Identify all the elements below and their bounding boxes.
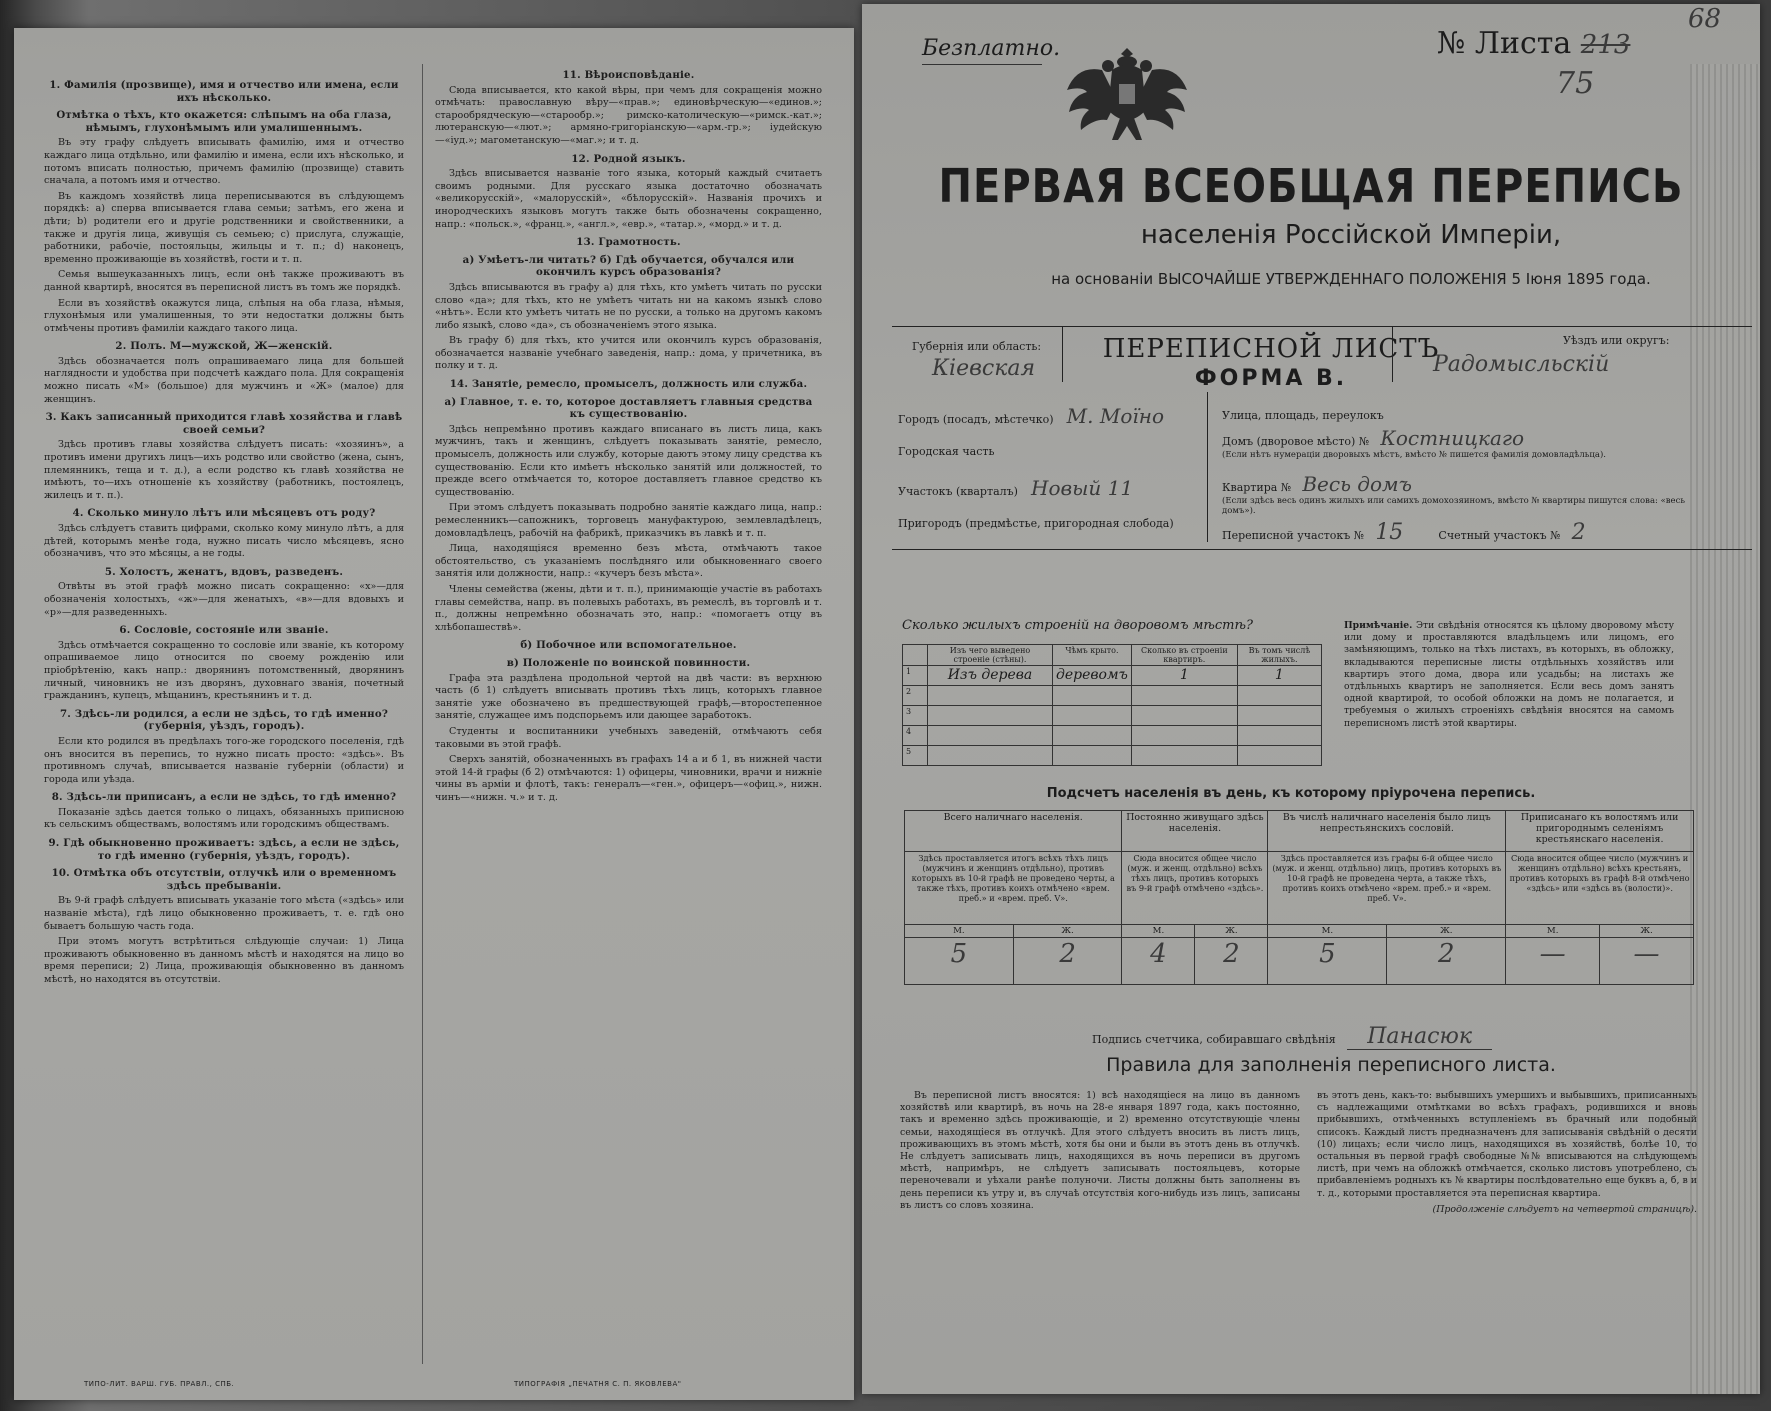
- residential-cell: [1237, 746, 1321, 766]
- address-field: [898, 404, 1188, 440]
- instruction-heading: 11. Вѣроисповѣданіе.: [562, 69, 695, 81]
- note-title: Примѣчаніе.: [1344, 620, 1413, 631]
- instruction-paragraph: Здѣсь вписываются въ графу а) для тѣхъ, кто умѣетъ читать по русски слово «да»; для тѣхъ, кто не умѣетъ читать ни на какомъ языкѣ слово «нѣтъ». Если кто умѣетъ читать не по русски, а только на другомъ какомъ либо языкѣ, слово «да», съ обозначеніемъ этого языка.: [435, 281, 822, 331]
- male-count: 5: [1268, 938, 1387, 985]
- male-label: М.: [905, 925, 1014, 938]
- instruction-paragraph: Въ графу б) для тѣхъ, кто учится или окончилъ курсъ образованія, обозначается названіе учебнаго заведенія, напр.: дома, у причетника, въ полку и т. д.: [435, 335, 822, 372]
- male-count: 5: [905, 938, 1014, 985]
- section-rule: [892, 549, 1752, 550]
- count-column-description: Сюда вносится общее число (мужчинъ и женщинъ отдѣльно) всѣхъ крестьянъ, противъ которыхъ въ графѣ 8-й отмѣчено «здѣсь» или «здѣсь въ (волости)».: [1506, 852, 1694, 925]
- instruction-paragraph: Если кто родился въ предѣлахъ того-же городского поселенія, гдѣ онъ вносится въ перепись, то нужно писать просто: «здѣсь». Въ противномъ случаѣ, вписывается названіе губерніи (области) и города или уѣзда.: [44, 735, 404, 785]
- free-label: Безплатно.: [922, 36, 1061, 61]
- female-label: Ж.: [1013, 925, 1122, 938]
- instruction-paragraph: Здѣсь отмѣчается сокращенно то сословіе или званіе, къ которому опрашиваемое лицо относится по своему рожденію или пріобрѣтенію, какъ напр.: дворянинъ потомственный, дворянинъ личный, чиновникъ не изъ дворянъ, духовнаго званія, почетный гражданинъ, купецъ, мѣщанинъ, крестьянинъ и т. д.: [44, 639, 404, 702]
- count-table-sex-labels: [905, 925, 1694, 938]
- row-number: 2: [903, 686, 928, 706]
- instruction-heading: 6. Сословіе, состояніе или званіе.: [119, 624, 329, 637]
- address-field: [898, 512, 1188, 548]
- instruction-heading: 7. Здѣсь-ли родился, а если не здѣсь, то гдѣ именно? (губернія, уѣздъ, городъ).: [59, 707, 388, 733]
- count-district-label: Счетный участокъ №: [1438, 529, 1561, 542]
- female-count: 2: [1387, 938, 1506, 985]
- male-label: М.: [1506, 925, 1600, 938]
- instruction-paragraph: Здѣсь обозначается полъ опрашиваемаго лица для большей наглядности и удобства при подсчетѣ каждаго пола. Для сокращенія можно писать «М» (большое) для мужчинъ и «Ж» (малое) для женщинъ.: [44, 355, 404, 405]
- roof-cell: деревомъ: [1052, 666, 1131, 686]
- table-row: [903, 726, 1322, 746]
- form-title-2: ФОРМА В.: [1194, 366, 1348, 391]
- printer-footer-left: ТИПО-ЛИТ. ВАРШ. ГУБ. ПРАВЛ., СПБ.: [84, 1380, 235, 1388]
- instruction-heading: 8. Здѣсь-ли приписанъ, а если не здѣсь, то гдѣ именно?: [51, 791, 397, 804]
- instruction-paragraph: Показаніе здѣсь дается только о лицахъ, обязанныхъ приписною къ сельскимъ обществамъ, волостямъ или городскимъ обществамъ.: [44, 806, 404, 831]
- rules-right-text: въ этотъ день, какъ-то: выбывшихъ умершихъ и выбывшихъ, приписанныхъ съ надлежащими отмѣтками во всѣхъ графахъ, родившихся и вновь прибывшихъ, отмѣченныхъ вступленіемъ въ брачный или подобный списокъ. Каждый листъ предназначенъ для записыванія свѣдѣній о десяти (10) лицахъ; если число лицъ, находящихся въ хозяйствѣ, болѣе 10, то остальныя въ первой графѣ свободные №№ вписываются на слѣдующемъ листѣ, при чемъ на обложкѣ отмѣчается, сколько листовъ употреблено, съ прибавленіемъ родныхъ къ № квартиры послѣдовательно еще буквъ а, б, в и т. д., которыми проставляется эта переписная квартира.: [1317, 1090, 1697, 1199]
- female-count: 2: [1195, 938, 1268, 985]
- instructions-page: [14, 28, 854, 1400]
- buildings-table: [902, 644, 1322, 766]
- instruction-heading: 4. Сколько минуло лѣтъ или мѣсяцевъ отъ роду?: [72, 507, 376, 520]
- address-fields-left: [898, 404, 1188, 548]
- address-field: [898, 440, 1188, 476]
- instruction-heading: а) Главное, т. е. то, которое доставляетъ главныя средства къ существованію.: [444, 395, 813, 421]
- table-row: [903, 686, 1322, 706]
- note-block: [1344, 620, 1674, 730]
- field-value: Весь домъ: [1302, 472, 1412, 496]
- apartments-header: Сколько въ строеніи квартиръ.: [1131, 645, 1237, 666]
- field-note: (Если здѣсь весь одинъ жилыхъ или самихъ домохозяиномъ, вмѣсто № квартиры пишутся слова: «весь домъ»).: [1222, 496, 1685, 516]
- male-label: М.: [1268, 925, 1387, 938]
- instruction-paragraph: Графа эта раздѣлена продольной чертой на двѣ части: въ верхнюю часть (б 1) слѣдуетъ вписывать противъ тѣхъ лицъ, которыхъ главное занятіе уже обозначено въ предшествующей графѣ,—второстепенное занятіе, служащее имъ подспорьемъ или дающее заработокъ.: [435, 672, 822, 722]
- sheet-number-label: [1437, 26, 1630, 61]
- instruction-paragraph: Здѣсь противъ главы хозяйства слѣдуетъ писать: «хозяинъ», а противъ имени другихъ лицъ—ихъ родство или свойство (жена, сынъ, племянникъ, теща и т. д.), а если родство къ главѣ хозяйства не имѣютъ, то—ихъ отношеніе къ хозяйству (работникъ, постоялецъ, жилецъ и т. п.).: [44, 439, 404, 501]
- instruction-paragraph: Отвѣты въ этой графѣ можно писать сокращенно: «х»—для обозначенія холостыхъ, «ж»—для женатыхъ, «в»—для вдовыхъ и «р»—для разведенныхъ.: [44, 581, 404, 618]
- male-count: 4: [1122, 938, 1195, 985]
- count-district-value: 2: [1571, 520, 1586, 545]
- count-table-header: [905, 811, 1694, 852]
- instruction-paragraph: Сюда вписывается, кто какой вѣры, при чемъ для сокращенія можно отмѣчать: православную вѣру—«прав.»; единовѣрческую—«единов.»; старообрядческую—«старообр.»; римско-католическую—«римск.-кат.»; лютеранскую—«лют.»; армяно-григоріанскую—«арм.-гр.»; іудейскую—«іуд.»; магометанскую—«маг.»; и т. д.: [435, 84, 822, 146]
- field-label: Городская часть: [898, 445, 995, 458]
- instruction-paragraph: Здѣсь непремѣнно противъ каждаго вписанаго въ листъ лица, какъ мужчинъ, такъ и женщинъ, слѣдуетъ показывать занятіе, ремесло, промыселъ, должность или службу, которые даютъ этому лицу средства къ существованію. Если кто имѣетъ нѣсколько занятій или должностей, то прежде всего отмѣчается то, которое доставляетъ главное средство къ существованію.: [435, 423, 822, 498]
- instruction-heading: в) Положеніе по воинской повинности.: [506, 656, 751, 669]
- instruction-paragraph: Члены семейства (жены, дѣти и т. п.), принимающіе участіе въ работахъ главы семейства, напр. въ полевыхъ работахъ, въ ремеслѣ, въ торговлѣ и т. п., должны непремѣнно обозначать это, напр.: «помогаетъ отцу въ хлѣбопашествѣ».: [435, 583, 822, 633]
- roof-header: Чѣмъ крыто.: [1052, 645, 1131, 666]
- field-label: Пригородъ (предмѣстье, пригородная слобода): [898, 517, 1174, 530]
- instruction-paragraph: Въ эту графу слѣдуетъ вписывать фамилію, имя и отчество каждаго лица отдѣльно, или фамилію и имена, если ихъ нѣсколько, и потомъ вписать полностью, причемъ фамилію (прозвище) ставить сначала, а потомъ имя и отчество.: [44, 137, 404, 187]
- rules-column-right: [1317, 1090, 1697, 1380]
- corner-page-number: 68: [1688, 4, 1722, 34]
- signature-value: Панасюк: [1347, 1024, 1492, 1050]
- signature-line: [1092, 1024, 1492, 1049]
- residential-header: Въ томъ числѣ жилыхъ.: [1237, 645, 1321, 666]
- field-label: Участокъ (кварталъ): [898, 485, 1018, 498]
- residential-cell: 1: [1237, 666, 1321, 686]
- row-number: 5: [903, 746, 928, 766]
- instruction-heading: 14. Занятіе, ремесло, промыселъ, должность или служба.: [449, 378, 808, 391]
- instruction-paragraph: Въ 9-й графѣ слѣдуетъ вписывать указаніе того мѣста («здѣсь» или названіе мѣста), гдѣ лицо обыкновенно проживаетъ, т. е. гдѣ оно бываетъ большую часть года.: [44, 895, 404, 932]
- instruction-heading: б) Побочное или вспомогательное.: [520, 639, 737, 652]
- count-table-values: [905, 938, 1694, 985]
- sheet-label: № Листа: [1437, 26, 1572, 61]
- census-district-label: Переписной участокъ №: [1222, 529, 1365, 542]
- apartments-cell: 1: [1131, 666, 1237, 686]
- rules-column-left: Въ переписной листъ вносятся: 1) всѣ находящіеся на лицо въ данномъ хозяйствѣ или квартирѣ, въ ночь на 28-е января 1897 года, какъ постоянно, такъ и временно здѣсь проживающіе, и 2) временно отсутствующіе члены семьи, находящіеся въ отлучкѣ. Для этого слѣдуетъ вносить въ листъ лицъ, проживающихъ въ этомъ мѣстѣ, хотя бы они и были въ этотъ день въ отлучкѣ. Не слѣдуетъ записывать лицъ, находящихся въ ночь переписи въ другомъ мѣстѣ, напримѣръ, не слѣдуетъ записывать постояльцевъ, которые переночевали и уѣхали ранѣе полуночи. Листы должны быть заполнены въ день переписи къ утру и, въ случаѣ отсутствія кого-нибудь изъ лицъ, записаны въ листъ со словъ хозяина.: [900, 1090, 1300, 1211]
- address-field: [1222, 404, 1702, 426]
- census-form-page: [862, 4, 1760, 1394]
- count-column-description: Здѣсь проставляется изъ графы 6-й общее число (муж. и женщ. отдѣльно) лицъ, противъ которыхъ въ 10-й графѣ не проведена черта, а также тѣхъ, противъ коихъ отмѣчено «врем. преб.» и «врем. преб. V».: [1268, 852, 1506, 925]
- census-district-field: [1222, 520, 1702, 544]
- instruction-paragraph: Лица, находящіяся временно безъ мѣста, отмѣчаютъ такое обстоятельство, съ указаніемъ послѣдняго или обыкновеннаго своего занятія или должности, напр.: «кучеръ безъ мѣста».: [435, 543, 822, 580]
- stacked-pages-edge: [1690, 64, 1760, 1394]
- sheet-number-handwritten-2: 75: [1556, 66, 1595, 101]
- buildings-question: Сколько жилыхъ строеній на дворовомъ мѣстѣ?: [902, 618, 1253, 633]
- field-label: Домъ (дворовое мѣсто) №: [1222, 435, 1370, 448]
- residential-cell: [1237, 686, 1321, 706]
- field-label: Квартира №: [1222, 481, 1292, 494]
- male-label: М.: [1122, 925, 1195, 938]
- instruction-heading: 2. Полъ. М—мужской, Ж—женскій.: [115, 340, 333, 353]
- table-row: [903, 706, 1322, 726]
- instruction-paragraph: Сверхъ занятій, обозначенныхъ въ графахъ 14 а и б 1, въ нижней части этой 14-й графы (б 2) отмѣчаются: 1) офицеры, чиновники, врачи и нижніе чины въ армiи и флотѣ, такъ: генералъ—«ген.», офицеръ—«офиц.», нижн. чинъ—«нижн. ч.» и т. д.: [435, 754, 822, 803]
- buildings-table-body: [903, 666, 1322, 766]
- instruction-paragraph: Семья вышеуказанныхъ лицъ, если онѣ также проживаютъ въ данной квартирѣ, вносятся въ переписной листъ въ томъ же порядкѣ.: [44, 269, 404, 293]
- material-cell: [928, 686, 1053, 706]
- apartments-cell: [1131, 726, 1237, 746]
- female-count: 2: [1013, 938, 1122, 985]
- female-label: Ж.: [1195, 925, 1268, 938]
- female-label: Ж.: [1600, 925, 1694, 938]
- roof-cell: [1052, 726, 1131, 746]
- row-number-header: [903, 645, 928, 666]
- material-cell: [928, 726, 1053, 746]
- instruction-paragraph: При этомъ могутъ встрѣтиться слѣдующіе случаи: 1) Лица проживаютъ обыкновенно въ данномъ мѣстѣ и находятся на лицо во время переписи; 2) Лица, проживающія обыкновенно въ данномъ мѣстѣ, но находятся въ отсутствіи.: [44, 936, 404, 985]
- census-basis-line: на основаніи ВЫСОЧАЙШЕ УТВЕРЖДЕННАГО ПОЛОЖЕНІЯ 5 Іюня 1895 года.: [1051, 270, 1651, 288]
- instruction-paragraph: Студенты и воспитанники учебныхъ заведеній, отмѣчаютъ себя таковыми въ этой графѣ.: [435, 725, 822, 750]
- material-cell: [928, 706, 1053, 726]
- instruction-heading: а) Умѣетъ-ли читать? б) Гдѣ обучается, обучался или окончилъ курсъ образованія?: [462, 253, 795, 279]
- table-row: [903, 746, 1322, 766]
- form-title-1: ПЕРЕПИСНОЙ ЛИСТЪ: [1102, 334, 1440, 364]
- instruction-heading: 13. Грамотность.: [576, 236, 681, 249]
- instructions-column-1: [44, 74, 404, 1364]
- count-column-header: Въ числѣ наличнаго населенія было лицъ непрестьянскихъ сословій.: [1268, 811, 1506, 852]
- field-label: Улица, площадь, переулокъ: [1222, 409, 1384, 422]
- instruction-paragraph: Въ каждомъ хозяйствѣ лица переписываются въ слѣдующемъ порядкѣ: а) сперва вписывается глава семьи; затѣмъ, его жена и дѣти; b) родители его и другіе родственники и свойственники, а также и другія лица, живущія съ семьею; с) прислуга, служащіе, работники, рабочіе, постояльцы, жильцы и т. п.; d) наконецъ, временно проживающіе въ хозяйствѣ, гости и т. п.: [44, 190, 404, 265]
- address-field: [1222, 426, 1702, 472]
- printer-footer-right: ТИПОГРАФІЯ „ПЕЧАТНЯ С. П. ЯКОВЛЕВА": [514, 1380, 682, 1388]
- district-value: Радомысльскій: [1433, 352, 1610, 377]
- row-number: 1: [903, 666, 928, 686]
- apartments-cell: [1131, 686, 1237, 706]
- apartments-cell: [1131, 706, 1237, 726]
- count-column-header: Постоянно живущаго здѣсь населенія.: [1122, 811, 1268, 852]
- count-column-description: Здѣсь проставляется итогъ всѣхъ тѣхъ лицъ (мужчинъ и женщинъ отдѣльно), противъ которыхъ въ 10-й графѣ не проведено черты, а также тѣхъ, противъ коихъ отмѣчено «врем. преб.» и «врем. преб. V».: [905, 852, 1122, 925]
- table-row: [903, 666, 1322, 686]
- row-number: 4: [903, 726, 928, 746]
- residential-cell: [1237, 726, 1321, 746]
- sheet-number-handwritten: 213: [1580, 30, 1631, 60]
- field-note: (Если нѣтъ нумераціи дворовыхъ мѣстъ, вмѣсто № пишется фамилія домовладѣльца).: [1222, 450, 1606, 460]
- imperial-eagle-emblem: [1062, 40, 1192, 150]
- instruction-heading: 3. Какъ записанный приходится главѣ хозяйства и главѣ своей семьи?: [45, 411, 403, 436]
- district-box: [1392, 326, 1713, 382]
- instruction-paragraph: При этомъ слѣдуетъ показывать подробно занятіе каждаго лица, напр.: ремесленникъ—сапожникъ, торговецъ мануфактурою, землевладѣлецъ, домовладѣлецъ, рабочій на фабрикѣ, приказчикъ въ лавкѣ и т. п.: [435, 502, 822, 539]
- census-district-value: 15: [1375, 520, 1404, 545]
- population-count-title: Подсчетъ населенія въ день, къ которому пріурочена перепись.: [1046, 786, 1536, 801]
- address-field: [1222, 472, 1702, 520]
- roof-cell: [1052, 686, 1131, 706]
- field-value: Новый 11: [1031, 476, 1134, 500]
- signature-label: Подпись счетчика, собиравшаго свѣдѣнія: [1092, 1033, 1336, 1046]
- count-column-description: Сюда вносится общее число (муж. и женщ. отдѣльно) всѣхъ тѣхъ лицъ, противъ которыхъ въ 9-й графѣ отмѣчено «здѣсь».: [1122, 852, 1268, 925]
- material-cell: [928, 746, 1053, 766]
- instructions-column-2: [422, 64, 822, 1364]
- count-column-header: Всего наличнаго населенія.: [905, 811, 1122, 852]
- census-main-title: ПЕРВАЯ ВСЕОБЩАЯ ПЕРЕПИСЬ: [938, 160, 1684, 214]
- female-count: —: [1600, 938, 1694, 985]
- address-fields-right: [1222, 404, 1702, 544]
- count-column-header: Приписанаго къ волостямъ или пригороднымъ селеніямъ крестьянскаго населенія.: [1506, 811, 1694, 852]
- census-subtitle: населенія Россійской Имперіи,: [1140, 220, 1562, 250]
- instruction-paragraph: Здѣсь слѣдуетъ ставить цифрами, сколько кому минуло лѣтъ, а для дѣтей, которымъ менѣе года, нужно писать число мѣсяцевъ, ясно обозначивъ, что это мѣсяцы, а не годы.: [44, 523, 404, 560]
- note-text: Эти свѣдѣнія относятся къ цѣлому дворовому мѣсту или дому и проставляются владѣльцемъ или лицомъ, его замѣняющимъ, только на тѣхъ листахъ, въ которыхъ, въ обложку, вкладываются переписные листы отдѣльныхъ хозяйствъ или квартиръ этого дома, двора или усадьбы; на листахъ же отдѣльныхъ квартиръ не заполняется. Если весь домъ занятъ одной квартирой, то особой обложки на домъ не полагается, и требуемыя о жилыхъ строеніяхъ свѣдѣнія вносятся на самомъ переписномъ листѣ этой квартиры.: [1344, 620, 1674, 729]
- female-label: Ж.: [1387, 925, 1506, 938]
- district-label: Уѣздъ или округъ:: [1563, 334, 1670, 347]
- field-value: Костницкаго: [1380, 426, 1525, 450]
- province-value: Кіевская: [932, 356, 1036, 381]
- instruction-heading: 10. Отмѣтка объ отсутствіи, отлучкѣ или о временномъ здѣсь пребываніи.: [51, 867, 397, 892]
- province-label: Губернія или область:: [912, 340, 1042, 353]
- residential-cell: [1237, 706, 1321, 726]
- roof-cell: [1052, 706, 1131, 726]
- field-value: М. Моїно: [1066, 404, 1164, 428]
- rules-continued-note: (Продолженіе слѣдуетъ на четвертой страницѣ).: [1432, 1203, 1697, 1215]
- instruction-paragraph: Если въ хозяйствѣ окажутся лица, слѣпыя на оба глаза, нѣмыя, глухонѣмыя или умалишенныя, то эти недостатки должны быть отмѣчены противъ фамиліи каждаго такого лица.: [44, 297, 404, 334]
- address-field: [898, 476, 1188, 512]
- material-cell: Изъ дерева: [928, 666, 1053, 686]
- instruction-heading: 5. Холостъ, женатъ, вдовъ, разведенъ.: [104, 565, 344, 578]
- rules-title: Правила для заполненія переписного листа.: [1106, 1054, 1556, 1076]
- free-label-underline: [922, 64, 1042, 65]
- address-divider: [1207, 392, 1208, 542]
- instruction-heading: 12. Родной языкъ.: [571, 152, 686, 165]
- apartments-cell: [1131, 746, 1237, 766]
- row-number: 3: [903, 706, 928, 726]
- instruction-heading: 9. Гдѣ обыкновенно проживаетъ: здѣсь, а если не здѣсь, то гдѣ именно (губернія, уѣздъ, городъ).: [48, 837, 400, 862]
- instruction-heading: Отмѣтка о тѣхъ, кто окажется: слѣпымъ на оба глаза, нѣмымъ, глухонѣмымъ или умалишеннымъ.: [56, 109, 392, 134]
- count-table-description: [905, 852, 1694, 925]
- buildings-table-header: [903, 645, 1322, 666]
- material-header: Изъ чего выведено строеніе (стѣны).: [928, 645, 1053, 666]
- population-count-table: [904, 810, 1694, 985]
- field-label: Городъ (посадъ, мѣстечко): [898, 413, 1054, 426]
- instruction-heading: 1. Фамилія (прозвище), имя и отчество или имена, если ихъ нѣсколько.: [49, 79, 399, 104]
- male-count: —: [1506, 938, 1600, 985]
- instruction-paragraph: Здѣсь вписывается названіе того языка, который каждый считаетъ своимъ родными. Для русскаго языка достаточно обозначать «великорусскій», «малорусскій», «бѣлорусскій». Названія прочихъ и инородческихъ языковъ могутъ также быть обозначены сокращенно, напр.: «польск.», «франц.», «англ.», «евр.», «татар.», «морд.» и т. д.: [435, 168, 822, 230]
- roof-cell: [1052, 746, 1131, 766]
